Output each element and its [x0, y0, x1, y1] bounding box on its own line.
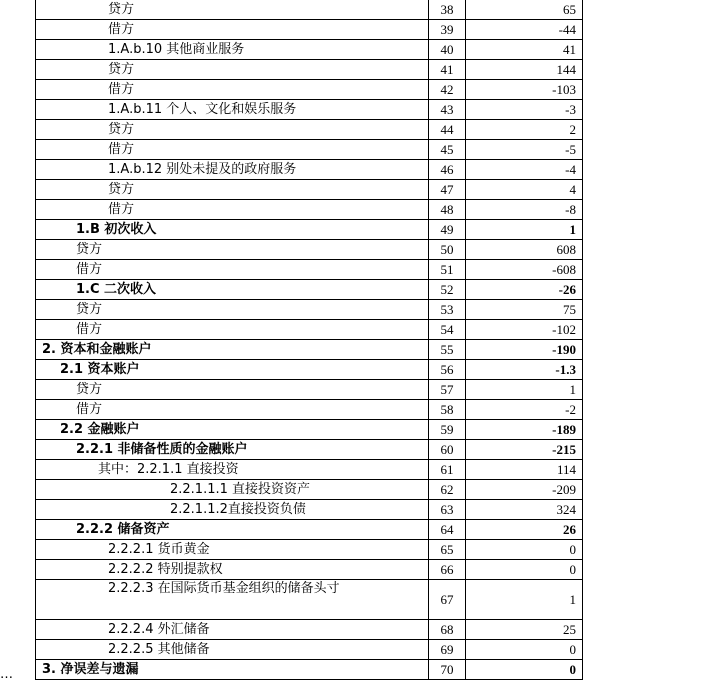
- row-value: 41: [466, 40, 583, 60]
- row-label: 2.2 金融账户: [36, 420, 429, 440]
- table-row: [36, 260, 583, 280]
- row-value: 65: [466, 0, 583, 20]
- row-value: -189: [466, 420, 583, 440]
- row-line-number: 66: [429, 560, 466, 580]
- row-value: 1: [466, 220, 583, 240]
- row-label: 2.2.1 非储备性质的金融账户: [36, 440, 429, 460]
- row-line-number: 70: [429, 660, 466, 680]
- row-label: 2.1 资本账户: [36, 360, 429, 380]
- row-line-number: 56: [429, 360, 466, 380]
- row-line-number: 68: [429, 620, 466, 640]
- row-line-number: 39: [429, 20, 466, 40]
- row-value: -2: [466, 400, 583, 420]
- table-row: [36, 560, 583, 580]
- row-value: -8: [466, 200, 583, 220]
- table-row: [36, 620, 583, 640]
- row-value: 0: [466, 560, 583, 580]
- row-label: 贷方: [36, 380, 429, 400]
- row-line-number: 45: [429, 140, 466, 160]
- row-label: 1.A.b.12 别处未提及的政府服务: [36, 160, 429, 180]
- row-line-number: 47: [429, 180, 466, 200]
- table-row: [36, 320, 583, 340]
- row-label: 2.2.2.2 特别提款权: [36, 560, 429, 580]
- table-row: [36, 0, 583, 20]
- balance-of-payments-table: [35, 0, 583, 680]
- row-line-number: 42: [429, 80, 466, 100]
- row-label: 借方: [36, 200, 429, 220]
- row-value: 2: [466, 120, 583, 140]
- table-row: [36, 180, 583, 200]
- row-value: 26: [466, 520, 583, 540]
- row-label: 贷方: [36, 300, 429, 320]
- table-row: [36, 640, 583, 660]
- row-value: 144: [466, 60, 583, 80]
- row-line-number: 41: [429, 60, 466, 80]
- table-row: [36, 280, 583, 300]
- row-label: 借方: [36, 260, 429, 280]
- row-value: 75: [466, 300, 583, 320]
- row-label: 贷方: [36, 240, 429, 260]
- table-row: [36, 480, 583, 500]
- row-label: 贷方: [36, 60, 429, 80]
- row-line-number: 59: [429, 420, 466, 440]
- row-line-number: 49: [429, 220, 466, 240]
- row-label: 2.2.2.5 其他储备: [36, 640, 429, 660]
- row-line-number: 50: [429, 240, 466, 260]
- table-row: [36, 440, 583, 460]
- table-row: [36, 100, 583, 120]
- table-row: [36, 240, 583, 260]
- row-line-number: 46: [429, 160, 466, 180]
- row-value: 25: [466, 620, 583, 640]
- row-line-number: 43: [429, 100, 466, 120]
- row-line-number: 58: [429, 400, 466, 420]
- row-label: 借方: [36, 80, 429, 100]
- table-row: [36, 80, 583, 100]
- table-row: [36, 540, 583, 560]
- table-row: [36, 40, 583, 60]
- row-value: 0: [466, 640, 583, 660]
- row-label: 2.2.2.3 在国际货币基金组织的储备头寸: [36, 580, 429, 620]
- row-label: 2.2.2 储备资产: [36, 520, 429, 540]
- row-line-number: 54: [429, 320, 466, 340]
- table-body: [36, 0, 583, 680]
- row-value: 0: [466, 540, 583, 560]
- table-row: [36, 580, 583, 620]
- table-row: [36, 20, 583, 40]
- row-label: 贷方: [36, 180, 429, 200]
- row-value: -102: [466, 320, 583, 340]
- table-row: [36, 220, 583, 240]
- row-label: 贷方: [36, 120, 429, 140]
- row-line-number: 62: [429, 480, 466, 500]
- table-row: [36, 360, 583, 380]
- footer-note-partial: …: [0, 667, 13, 682]
- row-value: 608: [466, 240, 583, 260]
- row-line-number: 53: [429, 300, 466, 320]
- row-value: 1: [466, 580, 583, 620]
- table-row: [36, 520, 583, 540]
- table-row: [36, 400, 583, 420]
- row-value: 0: [466, 660, 583, 680]
- row-label: 3. 净误差与遗漏: [36, 660, 429, 680]
- row-line-number: 48: [429, 200, 466, 220]
- table-row: [36, 500, 583, 520]
- row-value: -1.3: [466, 360, 583, 380]
- row-value: -4: [466, 160, 583, 180]
- table-row: [36, 420, 583, 440]
- row-label: 1.A.b.11 个人、文化和娱乐服务: [36, 100, 429, 120]
- row-value: -608: [466, 260, 583, 280]
- row-line-number: 64: [429, 520, 466, 540]
- row-value: -44: [466, 20, 583, 40]
- row-line-number: 44: [429, 120, 466, 140]
- row-label: 2. 资本和金融账户: [36, 340, 429, 360]
- row-label: 2.2.2.4 外汇储备: [36, 620, 429, 640]
- table-row: [36, 300, 583, 320]
- row-value: -209: [466, 480, 583, 500]
- table-row: [36, 140, 583, 160]
- row-label: 2.2.1.1.2直接投资负债: [36, 500, 429, 520]
- row-line-number: 69: [429, 640, 466, 660]
- table-row: [36, 200, 583, 220]
- table-row: [36, 380, 583, 400]
- row-label: 2.2.2.1 货币黄金: [36, 540, 429, 560]
- row-label: 1.B 初次收入: [36, 220, 429, 240]
- row-line-number: 52: [429, 280, 466, 300]
- table-row: [36, 340, 583, 360]
- row-line-number: 40: [429, 40, 466, 60]
- row-value: -190: [466, 340, 583, 360]
- row-label: 贷方: [36, 0, 429, 20]
- row-label: 借方: [36, 400, 429, 420]
- table-row: [36, 160, 583, 180]
- row-value: 114: [466, 460, 583, 480]
- row-value: -5: [466, 140, 583, 160]
- table-row: [36, 60, 583, 80]
- row-line-number: 38: [429, 0, 466, 20]
- row-value: -103: [466, 80, 583, 100]
- row-line-number: 60: [429, 440, 466, 460]
- row-line-number: 55: [429, 340, 466, 360]
- row-label: 其中：2.2.1.1 直接投资: [36, 460, 429, 480]
- row-label: 1.C 二次收入: [36, 280, 429, 300]
- row-value: 4: [466, 180, 583, 200]
- row-label: 借方: [36, 320, 429, 340]
- row-line-number: 61: [429, 460, 466, 480]
- row-value: 1: [466, 380, 583, 400]
- table-row: [36, 120, 583, 140]
- row-value: 324: [466, 500, 583, 520]
- row-label: 借方: [36, 140, 429, 160]
- row-line-number: 67: [429, 580, 466, 620]
- row-line-number: 65: [429, 540, 466, 560]
- row-line-number: 51: [429, 260, 466, 280]
- row-value: -26: [466, 280, 583, 300]
- row-label: 2.2.1.1.1 直接投资资产: [36, 480, 429, 500]
- row-line-number: 57: [429, 380, 466, 400]
- row-value: -215: [466, 440, 583, 460]
- row-label: 借方: [36, 20, 429, 40]
- row-line-number: 63: [429, 500, 466, 520]
- row-value: -3: [466, 100, 583, 120]
- row-label: 1.A.b.10 其他商业服务: [36, 40, 429, 60]
- table-row: [36, 460, 583, 480]
